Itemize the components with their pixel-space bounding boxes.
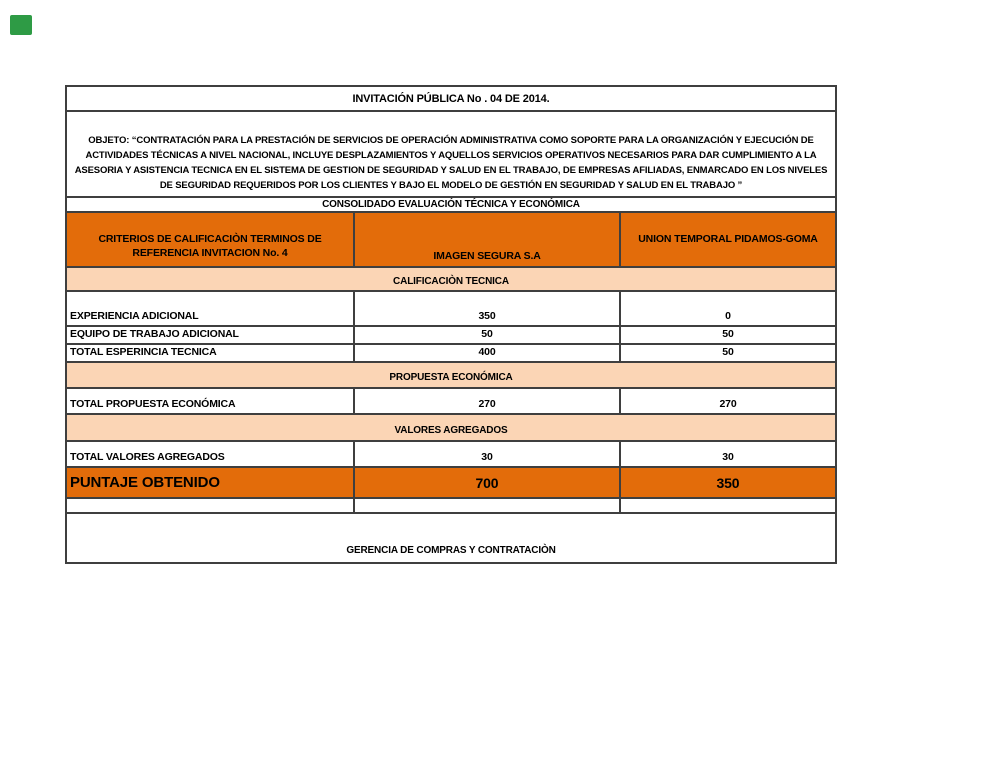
value-union-temporal: 50 xyxy=(722,328,734,340)
row-label-total-valores: TOTAL VALORES AGREGADOS xyxy=(67,442,355,466)
table-row xyxy=(67,389,835,415)
row-label-puntaje-obtenido: PUNTAJE OBTENIDO xyxy=(67,468,355,497)
table-header-row xyxy=(67,213,835,268)
value-union-temporal: 0 xyxy=(725,310,731,322)
empty-cell xyxy=(621,499,835,512)
section-band-calificacion-tecnica: CALIFICACIÒN TECNICA xyxy=(67,268,835,292)
value-imagen-segura: 30 xyxy=(355,442,621,466)
value-union-temporal: 30 xyxy=(722,451,734,463)
table-row xyxy=(67,442,835,468)
section-band-valores-agregados: VALORES AGREGADOS xyxy=(67,415,835,442)
puntaje-obtenido-row xyxy=(67,468,835,499)
table-row xyxy=(67,345,835,363)
row-label-total-esperincia: TOTAL ESPERINCIA TECNICA xyxy=(67,345,355,361)
gerencia-footer: GERENCIA DE COMPRAS Y CONTRATACIÒN xyxy=(346,545,556,556)
objeto-paragraph: OBJETO: “CONTRATACIÓN PARA LA PRESTACIÓN DE SERVICIOS DE OPERACIÓN ADMINISTRATIVA COMO SOPORTE PARA LA ORGANIZACIÓN Y EJECUCIÓN DE ACTIVIDADES TÉCNICAS A NIVEL NACIONAL, INCLUYE DESPLAZAMIENTOS Y AQUELLOS SERVICIOS OPERATIVOS NECESARIOS PARA DAR CUMPLIMIENTO A LA ASESORIA Y ASISTENCIA TECNICA EN EL SISTEMA DE GESTION DE SEGURIDAD Y SALUD EN EL TRABAJO, DE EMPRESAS AFILIADAS, ENMARCADO EN LOS NIVELES DE SEGURIDAD REQUERIDOS POR LOS CLIENTES Y BAJO EL MODELO DE GESTIÓN EN SEGURIDAD Y SALUD EN EL TRABAJO ” xyxy=(67,112,835,198)
table-row xyxy=(67,292,835,327)
value-imagen-segura: 50 xyxy=(355,327,621,343)
column-header-union-temporal: UNION TEMPORAL PIDAMOS-GOMA xyxy=(638,233,818,245)
value-union-temporal: 270 xyxy=(719,398,737,410)
section-band-propuesta-economica: PROPUESTA ECONÓMICA xyxy=(67,363,835,389)
row-label-equipo-trabajo: EQUIPO DE TRABAJO ADICIONAL xyxy=(67,327,355,343)
value-imagen-segura: 400 xyxy=(355,345,621,361)
column-header-imagen-segura: IMAGEN SEGURA S.A xyxy=(355,213,621,266)
spacer-row xyxy=(67,499,835,514)
value-imagen-segura: 270 xyxy=(355,389,621,413)
puntaje-union-temporal: 350 xyxy=(716,474,740,491)
consolidado-subtitle: CONSOLIDADO EVALUACIÓN TÉCNICA Y ECONÓMICA xyxy=(67,198,835,213)
puntaje-imagen-segura: 700 xyxy=(355,468,621,497)
empty-cell xyxy=(67,499,355,512)
row-label-experiencia-adicional: EXPERIENCIA ADICIONAL xyxy=(67,292,355,325)
row-label-total-propuesta: TOTAL PROPUESTA ECONÓMICA xyxy=(67,389,355,413)
value-union-temporal: 50 xyxy=(722,346,734,358)
invitation-title: INVITACIÓN PÚBLICA No . 04 DE 2014. xyxy=(67,87,835,112)
value-imagen-segura: 350 xyxy=(355,292,621,325)
excel-green-marker xyxy=(10,15,32,35)
table-row xyxy=(67,327,835,345)
column-header-criterios: CRITERIOS DE CALIFICACIÒN TERMINOS DE REFERENCIA INVITACION No. 4 xyxy=(67,213,355,266)
evaluation-table xyxy=(65,85,837,564)
empty-cell xyxy=(355,499,621,512)
